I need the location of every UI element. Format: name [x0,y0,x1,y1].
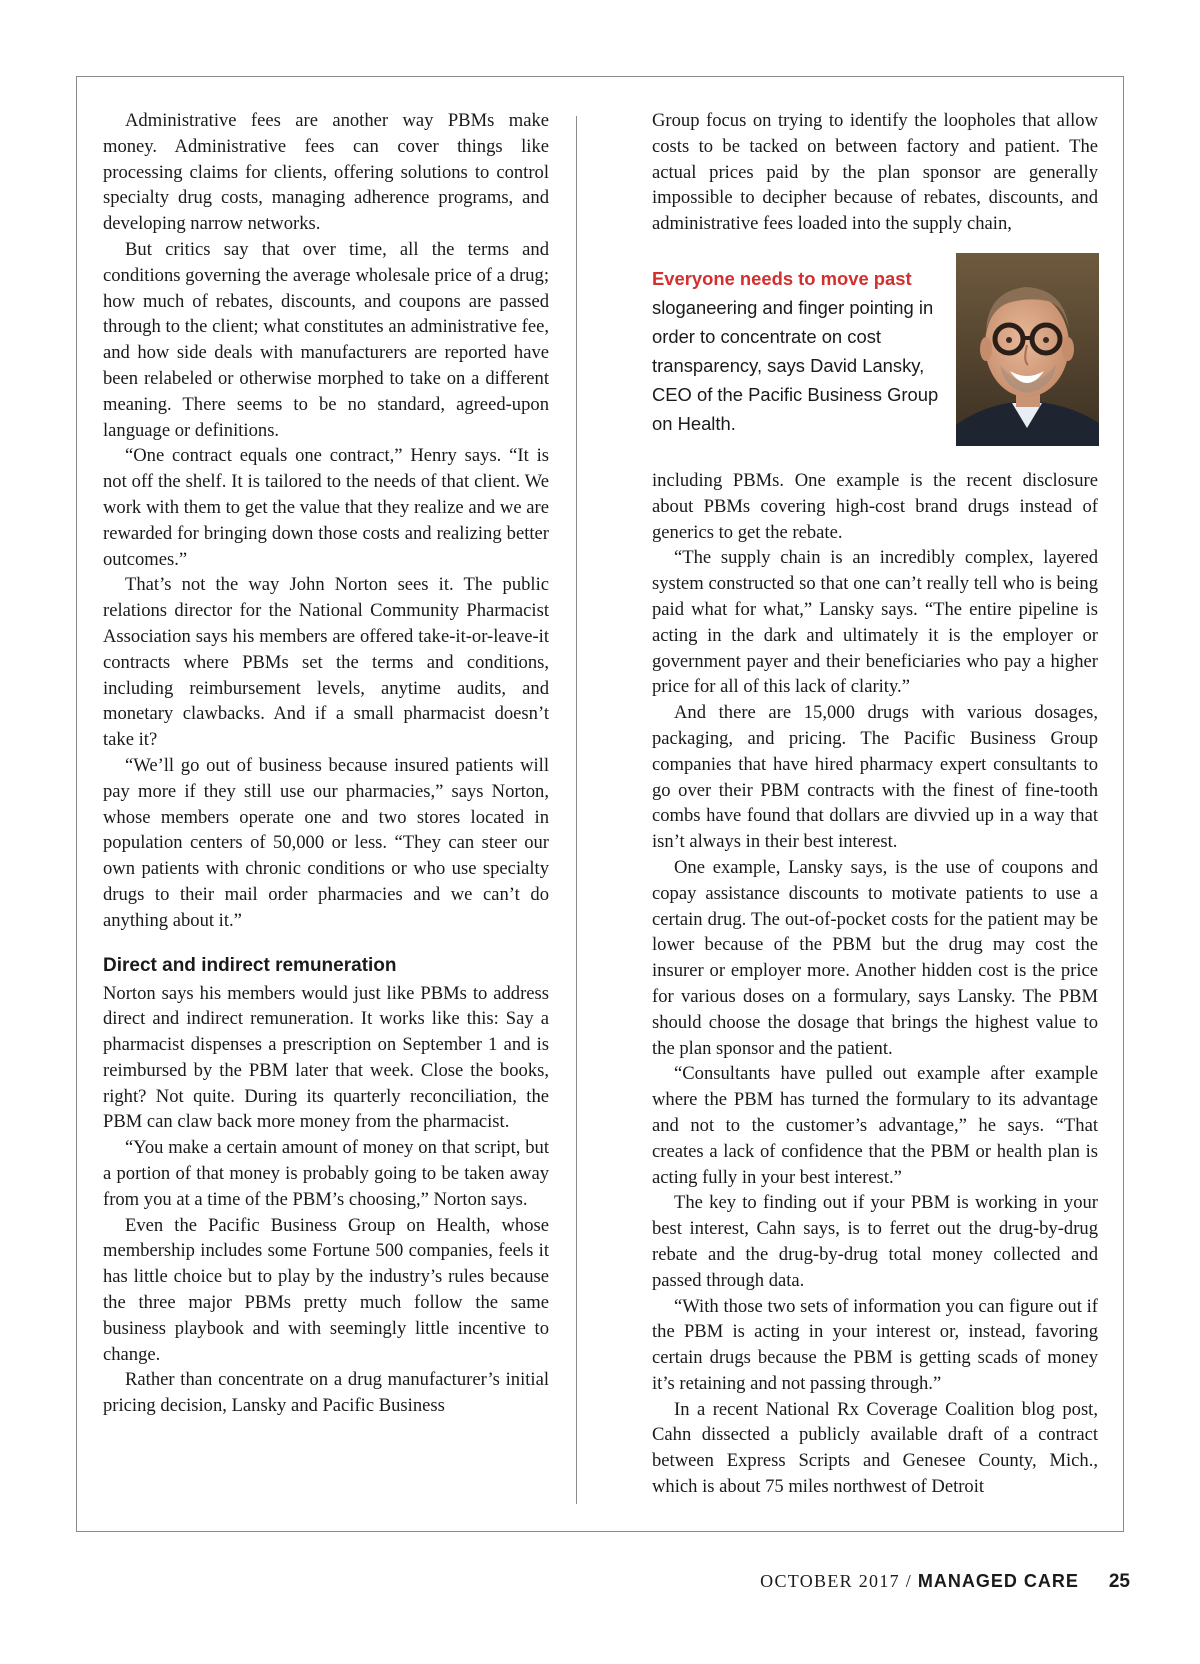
section-heading: Direct and indirect remuneration [103,954,397,976]
pull-quote-lead: Everyone needs to move past [652,268,912,289]
paragraph: In a recent National Rx Coverage Coalition blog post, Cahn dissected a publicly available draft of a contract between Express Scripts and Genesee County, Mich., which is about 75 miles northwest of Detroit [652,1398,1098,1498]
paragraph: The key to finding out if your PBM is working in your best interest, Cahn says, is to ferret out the drug-by-drug rebate and the drug-by-drug total money collected and passed through data. [652,1192,1098,1291]
magazine-name: MANAGED CARE [917,1571,1079,1591]
page-number: 25 [1108,1571,1130,1592]
pull-quote-body: sloganeering and finger pointing in order to concentrate on cost transparency, says David Lansky, CEO of the Pacific Business Group on Health. [652,297,939,434]
paragraph: Even the Pacific Business Group on Health, whose membership includes some Fortune 500 companies, feels it has little choice but to play by the industry’s rules because the three major PBMs pretty much follow the same business playbook and with seemingly little incentive to change. [103,1214,549,1365]
paragraph: including PBMs. One example is the recent disclosure about PBMs covering high-cost brand drugs instead of generics to get the rebate. [652,470,1098,543]
paragraph: “One contract equals one contract,” Henry says. “It is not off the shelf. It is tailored to the needs of that client. We work with them to get the value that they realize and we are rewarded for bringing down those costs and realizing better outcomes.” [103,445,549,570]
article-column-right-top [652,108,1098,237]
paragraph: Rather than concentrate on a drug manufacturer’s initial pricing decision, Lansky and Pacific Business [103,1369,549,1417]
paragraph: “We’ll go out of business because insured patients will pay more if they still use our pharmacies,” says Norton, whose members operate one and two stores located in population centers of 50,000 or less. “They can steer our own patients with chronic conditions or who use specialty drugs to their mail order pharmacies and we can’t do anything about it.” [103,754,549,931]
paragraph: “You make a certain amount of money on that script, but a portion of that money is probably going to be taken away from you at a time of the PBM’s choosing,” Norton says. [103,1137,549,1210]
paragraph: Administrative fees are another way PBMs make money. Administrative fees can cover things like processing claims for clients, offering solutions to control specialty drug costs, managing adherence programs, and developing narrow networks. [103,110,549,235]
paragraph: But critics say that over time, all the terms and conditions governing the average wholesale price of a drug; how much of rebates, discounts, and coupons are passed through to the client; what constitutes an administrative fee, and how side deals with manufacturers are reported have been relabeled or otherwise morphed to take on a different meaning. There seems to be no standard, agreed-upon language or definitions. [103,238,549,441]
portrait-photo [956,253,1099,446]
paragraph: Group focus on trying to identify the loopholes that allow costs to be tacked on between factory and patient. The actual prices paid by the plan sponsor are generally impossible to decipher because of rebates, discounts, and administrative fees loaded into the supply chain, [652,110,1098,235]
column-divider [576,116,577,1504]
paragraph: That’s not the way John Norton sees it. The public relations director for the National Community Pharmacist Association says his members are offered take-it-or-leave-it contracts where PBMs set the terms and conditions, including reimbursement levels, anytime audits, and monetary clawbacks. And if a small pharmacist doesn’t take it? [103,574,549,751]
paragraph: “With those two sets of information you can figure out if the PBM is acting in your interest or, instead, favoring certain drugs because the PBM is getting scads of money it’s retaining and not passing through.” [652,1295,1098,1394]
paragraph: And there are 15,000 drugs with various dosages, packaging, and pricing. The Pacific Business Group companies that have hired pharmacy expert consultants to go over their PBM contracts with the finest of fine-tooth combs have found that dollars are divvied up in a way that isn’t always in their best interest. [652,702,1098,853]
page-footer [760,1571,1130,1593]
article-column-right-bottom [652,468,1098,1500]
article-column-left [103,108,549,1419]
paragraph: One example, Lansky says, is the use of coupons and copay assistance discounts to motivate patients to use a certain drug. The out-of-pocket costs for the patient may be lower because of the PBM but the drug may cost the insurer or employer more. Another hidden cost is the price for various doses on a formulary, says Lansky. The PBM should choose the dosage that brings the highest value to the plan sponsor and the patient. [652,856,1098,1059]
paragraph: “Consultants have pulled out example after example where the PBM has turned the formulary to its advantage and not to the customer’s advantage,” he says. “That creates a lack of confidence that the PBM or health plan is acting fully in your best interest.” [652,1063,1098,1188]
issue-date: OCTOBER 2017 / [760,1571,918,1591]
paragraph: Norton says his members would just like PBMs to address direct and indirect remuneration. It works like this: Say a pharmacist dispenses a prescription on September 1 and is reimbursed by the PBM later that week. Close the books, right? Not quite. During its quarterly reconciliation, the PBM can claw back more money from the pharmacist. [103,982,549,1133]
pull-quote [652,264,948,438]
paragraph: “The supply chain is an incredibly complex, layered system constructed so that one can’t really tell who is being paid what for what,” Lansky says. “The entire pipeline is acting in the dark and ultimately it is the employer or government payer and their beneficiaries who pay a higher price for all of this lack of clarity.” [652,547,1098,698]
